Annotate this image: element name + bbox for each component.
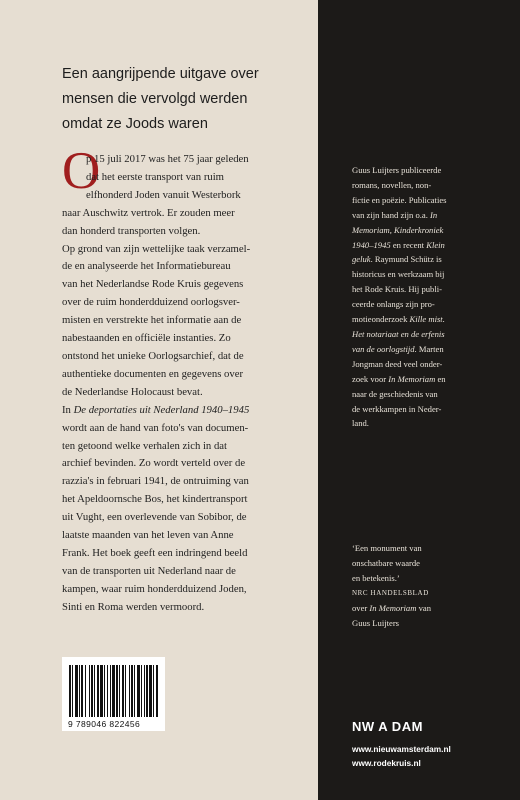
bio-title: In xyxy=(430,209,438,220)
barcode-bar xyxy=(146,665,148,717)
blurb-line: ten getoond welke verhalen zich in dat xyxy=(62,439,227,452)
intro-line: Een aangrijpende uitgave over xyxy=(62,66,259,82)
bio-fragment: en xyxy=(435,373,446,384)
bio-line xyxy=(352,238,512,253)
bio-fragment: zoek voor xyxy=(352,373,389,384)
blurb-line: van de transporten uit Nederland naar de xyxy=(62,564,236,577)
publisher-logo xyxy=(352,719,423,734)
intro-line: mensen die vervolgd werden xyxy=(62,91,248,107)
bio-title: Het notariaat en de erfenis xyxy=(352,328,445,339)
intro-line: omdat ze Joods waren xyxy=(62,116,208,132)
blurb-line: razzia's in februari 1941, de ontruiming van xyxy=(62,475,249,488)
blurb-line: Sinti en Roma werden vermoord. xyxy=(62,600,205,613)
bio-line xyxy=(352,208,512,223)
publisher-url: www.nieuwamsterdam.nl xyxy=(352,744,451,754)
bio-line: ceerde onlangs zijn pro- xyxy=(352,299,435,310)
bio-title: 1940–1945 xyxy=(352,239,391,250)
isbn-number: 9 789046 822456 xyxy=(68,719,141,729)
barcode-bar xyxy=(91,665,93,717)
bio-line xyxy=(352,372,512,387)
blurb-line: Frank. Het boek geeft een indringend beeld xyxy=(62,546,248,559)
barcode-bar xyxy=(129,665,130,717)
bio-line xyxy=(352,312,512,327)
blurb-text-fragment: In xyxy=(62,403,74,416)
blurb-line: uit Vught, een overlevende van Sobibor, de xyxy=(62,511,247,524)
bio-title: geluk xyxy=(352,254,371,265)
press-quote xyxy=(352,541,512,631)
quote-fragment: van xyxy=(416,603,432,613)
barcode-bar xyxy=(131,665,133,717)
barcode-bar xyxy=(69,665,71,717)
barcode-bar xyxy=(75,665,78,717)
bio-fragment: . Marten xyxy=(414,343,444,354)
bio-line xyxy=(352,223,512,238)
blurb-line xyxy=(62,402,312,420)
blurb-line: de en analyseerde het Informatiebureau xyxy=(62,260,231,273)
bio-line xyxy=(352,327,512,342)
blurb-line: naar Auschwitz vertrok. Er zouden meer xyxy=(62,206,235,219)
bio-line: romans, novellen, non- xyxy=(352,179,432,190)
quote-line: en betekenis.’ xyxy=(352,573,400,583)
blurb-line: wordt aan de hand van foto's van documen- xyxy=(62,421,249,434)
barcode-bar xyxy=(119,665,120,717)
barcode-bar xyxy=(79,665,80,717)
barcode-bar xyxy=(72,665,73,717)
bio-fragment: van zijn hand zijn o.a. xyxy=(352,209,431,220)
barcode-bar xyxy=(116,665,118,717)
quote-source: NRC HANDELSBLAD xyxy=(352,589,429,597)
bio-fragment: . Raymund Schütz is xyxy=(370,254,442,265)
bio-line xyxy=(352,252,512,267)
blurb-line: over de ruim honderdduizend oorlogsver- xyxy=(62,296,240,309)
barcode-bar xyxy=(134,665,135,717)
barcode-bar xyxy=(100,665,103,717)
barcode-bar xyxy=(144,665,145,717)
blurb-line: authentieke documenten en gegevens over xyxy=(62,367,244,380)
quote-line: onschatbare waarde xyxy=(352,558,420,568)
bio-line xyxy=(352,342,512,357)
barcode-bar xyxy=(97,665,99,717)
barcode-bar xyxy=(137,665,140,717)
blurb-line: de Nederlandse Holocaust bevat. xyxy=(62,385,203,398)
quote-fragment: over xyxy=(352,603,370,613)
barcode-bar xyxy=(149,665,152,717)
drop-cap: O xyxy=(62,142,101,200)
barcode-bar xyxy=(112,665,115,717)
bio-line: naar de geschiedenis van xyxy=(352,388,438,399)
quote-line: ‘Een monument van xyxy=(352,543,422,553)
barcode-bar xyxy=(141,665,142,717)
bio-fragment: en recent xyxy=(390,239,427,250)
blurb-line: ontstond het unieke Oorlogsarchief, dat de xyxy=(62,349,244,362)
blurb-text xyxy=(62,151,312,617)
blurb-line: nabestaanden en officiële instanties. Zo xyxy=(62,332,231,345)
blurb-line: archief bevinden. Zo wordt verteld over de xyxy=(62,457,246,470)
bio-title: Kille mist. xyxy=(409,314,445,325)
bio-line: Guus Luijters publiceerde xyxy=(352,165,442,175)
quote-line xyxy=(352,601,512,616)
quote-line: Guus Luijters xyxy=(352,618,400,628)
bio-line: Jongman deed veel onder- xyxy=(352,358,443,369)
barcode-bars xyxy=(69,665,158,717)
bio-line: de werkkampen in Neder- xyxy=(352,403,442,414)
blurb-line: het Apeldoornsche Bos, het kindertransport xyxy=(62,493,248,506)
blurb-line: kampen, waar ruim honderdduizend Joden, xyxy=(62,582,247,595)
blurb-line: misten en verstrekte het informatie aan de xyxy=(62,314,242,327)
barcode-bar xyxy=(81,665,83,717)
barcode-bar xyxy=(107,665,108,717)
barcode-bar xyxy=(156,665,158,717)
barcode-bar xyxy=(125,665,126,717)
bio-line: het Rode Kruis. Hij publi- xyxy=(352,284,442,295)
barcode-bar xyxy=(94,665,95,717)
bio-fragment: motieonderzoek xyxy=(352,314,410,325)
bio-title: In Memoriam xyxy=(388,373,436,384)
blurb-line: dan honderd transporten volgen. xyxy=(62,224,201,237)
bio-line: fictie en poëzie. Publicaties xyxy=(352,194,447,205)
barcode-bar xyxy=(153,665,154,717)
book-title: De deportaties uit Nederland 1940–1945 xyxy=(73,403,250,416)
blurb-line: elfhonderd Joden vanuit Westerbork xyxy=(86,188,241,201)
barcode-bar xyxy=(104,665,105,717)
blurb-line: dat het eerste transport van ruim xyxy=(86,170,224,183)
bio-line: land. xyxy=(352,418,369,429)
barcode-bar xyxy=(122,665,124,717)
bio-title: van de oorlogstijd xyxy=(352,343,415,354)
barcode-bar xyxy=(110,665,111,717)
publisher-logo-text: NW A DAM xyxy=(352,719,423,734)
bio-line: historicus en werkzaam bij xyxy=(352,269,445,280)
bio-title: Memoriam, Kinderkroniek xyxy=(352,224,444,235)
blurb-line: p 15 juli 2017 was het 75 jaar geleden xyxy=(86,153,249,165)
quote-title: In Memoriam xyxy=(369,603,417,613)
intro-heading xyxy=(62,62,302,137)
blurb-line: laatste maanden van het leven van Anne xyxy=(62,529,234,542)
blurb-line: Op grond van zijn wettelijke taak verzamel- xyxy=(62,242,251,255)
barcode-bar xyxy=(85,665,86,717)
author-bio xyxy=(352,163,512,431)
barcode-bar xyxy=(89,665,90,717)
redcross-url: www.rodekruis.nl xyxy=(352,758,421,768)
bio-title: Klein xyxy=(426,239,445,250)
blurb-line: van het Nederlandse Rode Kruis gegevens xyxy=(62,278,244,291)
barcode xyxy=(62,657,165,731)
